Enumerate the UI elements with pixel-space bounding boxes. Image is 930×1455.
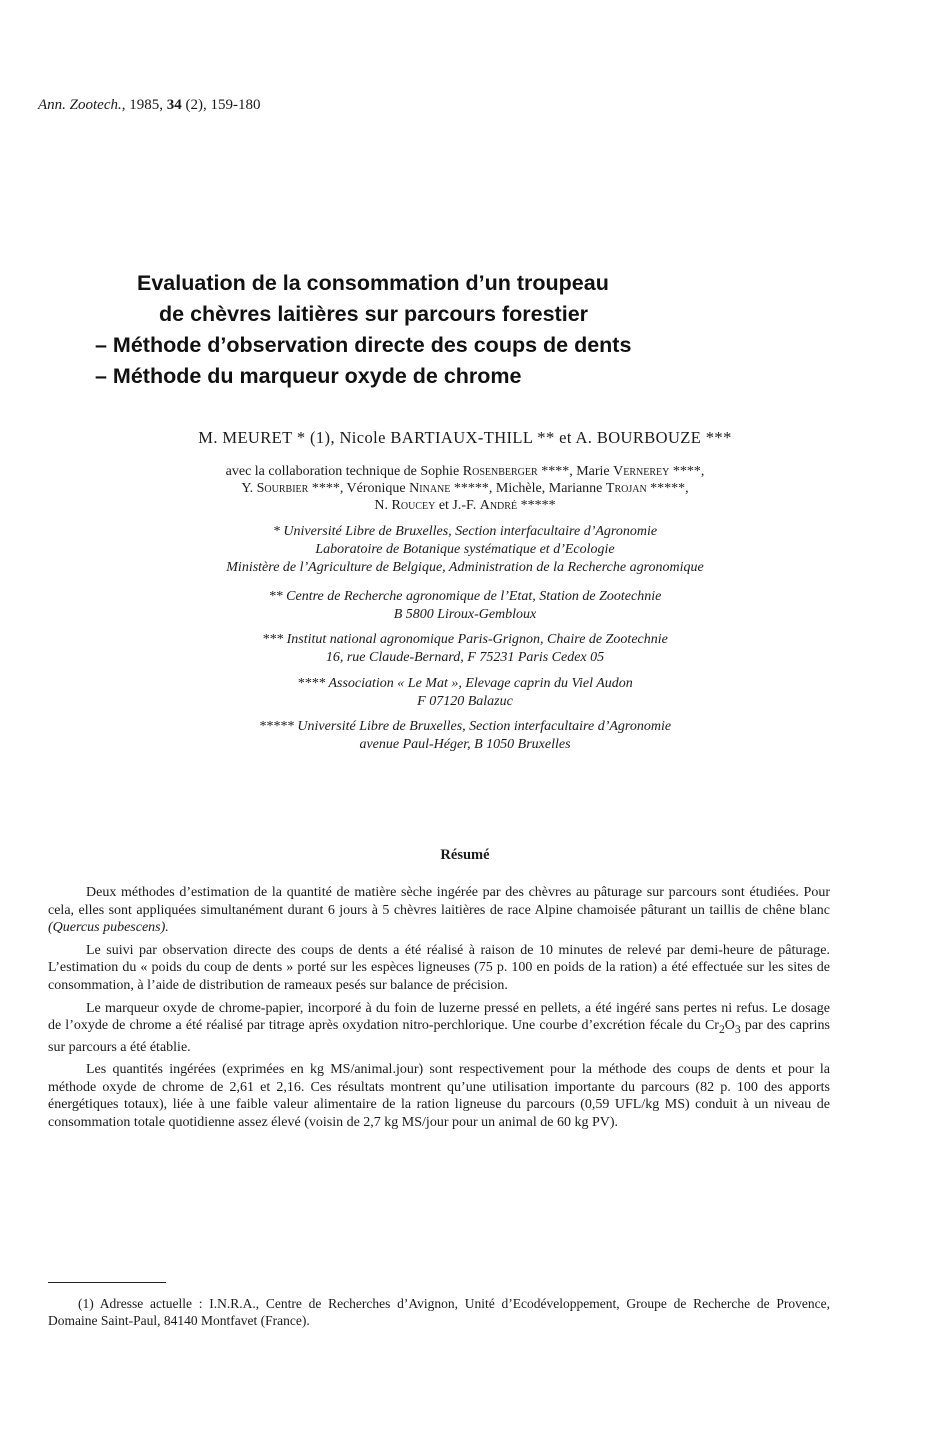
journal-citation xyxy=(38,97,261,114)
collab-name: André xyxy=(479,498,518,513)
subscript: 3 xyxy=(734,1022,741,1036)
collab-initial: N. xyxy=(374,498,389,513)
affiliation-line: **** Association « Le Mat », Elevage caprin du Viel Audon xyxy=(297,676,633,691)
affiliation-line: Laboratoire de Botanique systématique et d’Ecologie xyxy=(315,542,615,557)
collab-intro: avec la collaboration technique de Sophie xyxy=(225,464,460,479)
journal-volume: 34 xyxy=(166,97,182,113)
affiliation-block xyxy=(0,718,930,754)
paragraph-text: O xyxy=(724,1018,735,1034)
author-list: M. MEURET * (1), Nicole BARTIAUX-THILL ** et A. BOURBOUZE *** xyxy=(198,428,732,447)
affiliation-block xyxy=(0,523,930,577)
collab-mark: ****, Véronique xyxy=(311,481,406,496)
collaboration-line-1 xyxy=(0,463,930,480)
collab-mark: *****, xyxy=(650,481,689,496)
collab-mark: ***** xyxy=(520,498,556,513)
title-line-1: Evaluation de la consommation d’un troupeau xyxy=(137,271,609,295)
affiliation-line: ***** Université Libre de Bruxelles, Section interfacultaire d’Agronomie xyxy=(258,719,672,734)
paper-title xyxy=(95,268,835,392)
affiliation-line: * Université Libre de Bruxelles, Section interfacultaire d’Agronomie xyxy=(272,524,658,539)
collab-mark: *****, Michèle, Marianne xyxy=(453,481,603,496)
affiliation-line: *** Institut national agronomique Paris-Grignon, Chaire de Zootechnie xyxy=(262,632,668,647)
title-line-3: – Méthode d’observation directe des coups de dents xyxy=(95,333,632,357)
collab-initial: Y. xyxy=(241,481,254,496)
abstract-paragraph xyxy=(48,884,830,937)
paragraph-text: Deux méthodes d’estimation de la quantité de matière sèche ingérée par des chèvres au pâturage sur parcours sont étudiées. Pour cela, elles sont appliquées simultanément durant 6 jours à 5 chèvres laitières de race Alpine chamoisée pâturant un taillis de chêne blanc xyxy=(48,885,830,918)
footnote: (1) Adresse actuelle : I.N.R.A., Centre de Recherches d’Avignon, Unité d’Ecodéveloppement, Groupe de Recherche de Provence, Domaine Saint-Paul, 84140 Montfavet (France). xyxy=(48,1296,830,1328)
species-name: (Quercus pubescens). xyxy=(48,920,169,936)
affiliation-line: Ministère de l’Agriculture de Belgique, Administration de la Recherche agronomique xyxy=(226,560,704,575)
affiliation-line: ** Centre de Recherche agronomique de l’Etat, Station de Zootechnie xyxy=(268,589,662,604)
collaboration-line-3 xyxy=(0,497,930,514)
journal-year: 1985, xyxy=(129,97,163,113)
collab-mark: ****, Marie xyxy=(541,464,610,479)
affiliation-line: avenue Paul-Héger, B 1050 Bruxelles xyxy=(359,737,571,752)
affiliation-block xyxy=(0,631,930,667)
affiliation-line: F 07120 Balazuc xyxy=(417,694,513,709)
collab-name: Roucey xyxy=(391,498,436,513)
footnote-separator xyxy=(48,1282,166,1283)
journal-name: Ann. Zootech., xyxy=(38,97,126,113)
abstract-paragraph: Les quantités ingérées (exprimées en kg MS/animal.jour) sont respectivement pour la méthode des coups de dents et pour la méthode oxyde de chrome de 2,61 et 2,16. Ces résultats montrent qu’une utilisation importante du parcours (82 p. 100 des apports énergétiques totaux), liée à une faible valeur alimentaire de la ration ligneuse du parcours (0,59 UFL/kg MS) conduit à un niveau de consommation totale quotidienne assez élevé (voisin de 2,7 kg MS/jour pour un animal de 60 kg PV). xyxy=(48,1062,830,1130)
paragraph-text: par des caprins sur parcours a été établie. xyxy=(48,1018,830,1055)
collab-name: Ninane xyxy=(409,481,451,496)
abstract-paragraph xyxy=(48,1000,830,1057)
collab-name: Trojan xyxy=(605,481,647,496)
title-line-2: de chèvres laitières sur parcours forestier xyxy=(159,302,589,326)
affiliation-line: B 5800 Liroux-Gembloux xyxy=(393,607,537,622)
collab-name: Sourbier xyxy=(256,481,309,496)
collab-name: Rosenberger xyxy=(462,464,538,479)
collab-mark: et J.-F. xyxy=(438,498,477,513)
affiliation-block xyxy=(0,675,930,711)
paragraph-text: Le marqueur oxyde de chrome-papier, incorporé à du foin de luzerne pressé en pellets, a été ingéré sans pertes ni refus. Le dosage de l’oxyde de chrome a été réalisé par titrage après oxydation nitro-perchlorique. Une courbe d’excrétion fécale du Cr xyxy=(48,1000,830,1034)
collaboration-credits xyxy=(0,463,930,514)
resume-heading: Résumé xyxy=(440,847,490,863)
abstract-body xyxy=(48,884,830,1137)
abstract-paragraph: Le suivi par observation directe des coups de dents a été réalisé à raison de 10 minutes de relevé par demi-heure de pâturage. L’estimation du « poids du coup de dents » porté sur les espèces ligneuses (75 p. 100 en poids de la ration) a été effectuée sur les sites de consommation, à l’aide de distribution de rameaux pesés sur balance de précision. xyxy=(48,942,830,993)
journal-issue-pages: (2), 159-180 xyxy=(185,97,261,113)
collaboration-line-2 xyxy=(0,480,930,497)
collab-name: Vernerey xyxy=(613,464,670,479)
collab-mark: ****, xyxy=(672,464,705,479)
title-line-4: – Méthode du marqueur oxyde de chrome xyxy=(95,364,522,388)
affiliation-block xyxy=(0,588,930,624)
affiliation-line: 16, rue Claude-Bernard, F 75231 Paris Cedex 05 xyxy=(325,650,605,665)
subscript: 2 xyxy=(718,1022,725,1036)
